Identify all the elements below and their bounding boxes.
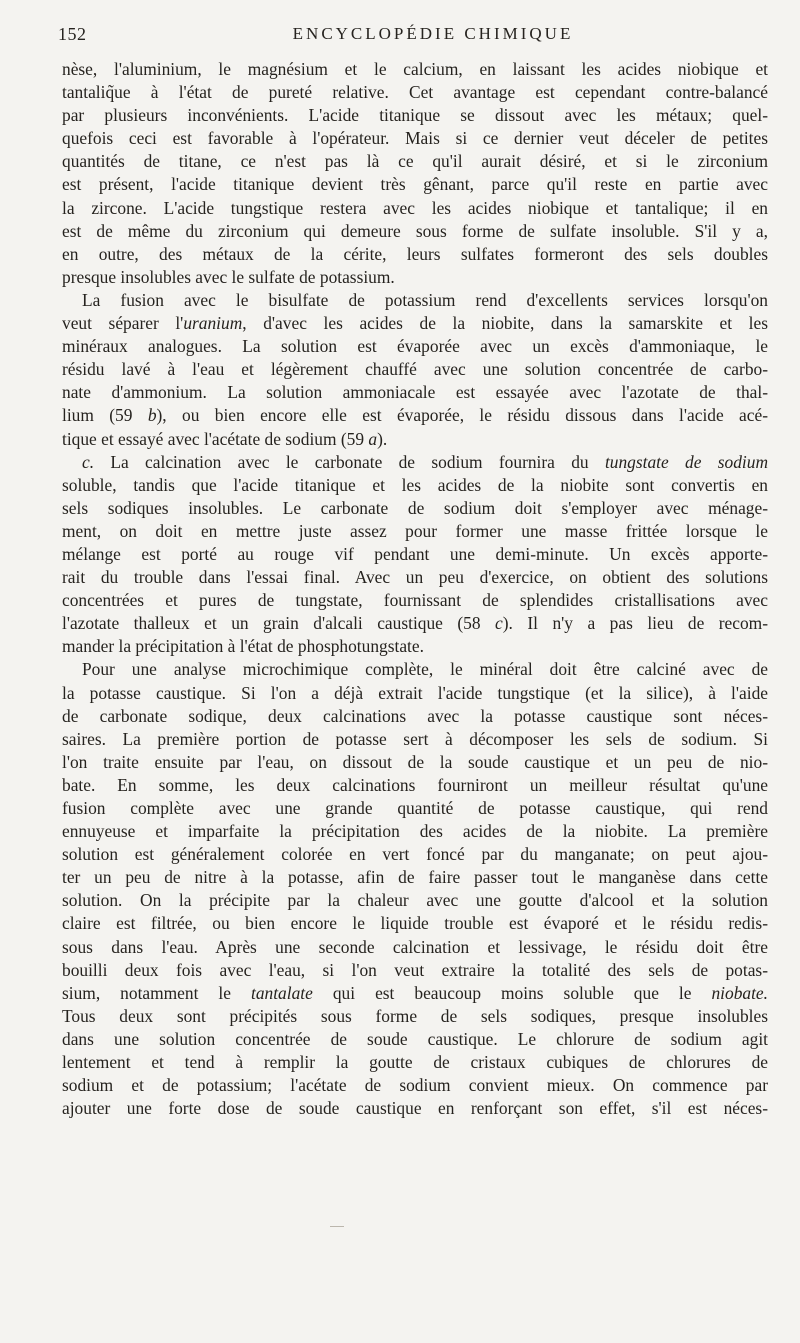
text-line: solution est généralement colorée en vert foncé par du manganate; on peut ajou- (62, 844, 768, 865)
text-line: est présent, l'acide titanique devient très gênant, parce qu'il reste en partie avec (62, 174, 768, 195)
text-line: nèse, l'aluminium, le magnésium et le calcium, en laissant les acides niobique et (62, 59, 768, 79)
running-title: ENCYCLOPÉDIE CHIMIQUE (292, 24, 574, 43)
text-line: c. La calcination avec le carbonate de sodium fournira du tungstate de sodium (82, 451, 768, 472)
text-line: en outre, des métaux de la cérite, leurs sulfates formeront des sels doubles (62, 243, 768, 264)
text-line: tique et essayé avec l'acétate de sodium (59 a). (62, 428, 388, 449)
text-line: mander la précipitation à l'état de phosphotungstate. (62, 636, 424, 657)
text-line: concentrées et pures de tungstate, fournissant de splendides cristallisations avec (62, 590, 768, 611)
text-line: l'on traite ensuite par l'eau, on dissout de la soude caustique et un peu de nio- (62, 751, 768, 772)
text-line: sodium et de potassium; l'acétate de sodium convient mieux. On commence par (62, 1075, 768, 1096)
text-line: ajouter une forte dose de soude caustique en renforçant son effet, s'il est néces- (62, 1098, 768, 1119)
page-number: 152 (58, 24, 87, 44)
text-line: est de même du zirconium qui demeure sous forme de sulfate insoluble. S'il y a, (62, 220, 768, 241)
text-line: quantités de titane, ce n'est pas là ce qu'il aurait désiré, et si le zirconium (62, 151, 768, 172)
body-text (62, 58, 768, 1120)
text-line: de carbonate sodique, deux calcinations avec la potasse caustique sont néces- (62, 705, 768, 726)
running-head (58, 24, 768, 48)
text-line: sous dans l'eau. Après une seconde calcination et lessivage, le résidu doit être (62, 936, 768, 957)
text-line: dans une solution concentrée de soude caustique. Le chlorure de sodium agit (62, 1028, 768, 1049)
text-line: Tous deux sont précipités sous forme de sels sodiques, presque insolubles (62, 1005, 768, 1026)
text-line: minéraux analogues. La solution est évaporée avec un excès d'ammoniaque, le (62, 336, 768, 357)
text-line: l'azotate thalleux et un grain d'alcali caustique (58 c). Il n'y a pas lieu de recom- (62, 613, 769, 634)
text-line: quefois ceci est favorable à l'opérateur. Mais si ce dernier veut déceler de petites (62, 128, 768, 149)
text-line: sels sodiques insolubles. Le carbonate de sodium doit s'employer avec ménage- (62, 497, 768, 518)
text-line: saires. La première portion de potasse sert à décomposer les sels de sodium. Si (62, 728, 768, 749)
text-line: par plusieurs inconvénients. L'acide titanique se dissout avec les métaux; quel- (62, 105, 768, 126)
text-line: sium, notamment le tantalate qui est beaucoup moins soluble que le niobate. (62, 982, 768, 1003)
text-line: Pour une analyse microchimique complète, le minéral doit être calciné avec de (82, 659, 768, 680)
text-line: nate d'ammonium. La solution ammoniacale est essayée avec l'azotate de thal- (62, 382, 768, 403)
text-line: ter un peu de nitre à la potasse, afin de faire passer tout le manganèse dans cette (62, 867, 768, 888)
text-line: mélange est porté au rouge vif pendant une demi-minute. Un excès apporte- (62, 543, 768, 564)
text-line: claire est filtrée, ou bien encore le liquide trouble est évaporé et le résidu redis- (62, 913, 768, 934)
text-line: ment, on doit en mettre juste assez pour former une masse frittée lorsque le (62, 520, 768, 541)
text-line: fusion complète avec une grande quantité de potasse caustique, qui rend (62, 798, 768, 818)
text-line: rait du trouble dans l'essai final. Avec un peu d'exercice, on obtient des solutions (62, 567, 768, 588)
text-line: solution. On la précipite par la chaleur avec une goutte d'alcool et la solution (62, 890, 768, 911)
text-line: veut séparer l'uranium, d'avec les acides de la niobite, dans la samarskite et les (62, 313, 768, 334)
text-line: La fusion avec le bisulfate de potassium rend d'excellents services lorsqu'on (82, 289, 768, 310)
footer-mark (330, 1226, 344, 1227)
text-line: presque insolubles avec le sulfate de potassium. (62, 266, 395, 287)
text-line: tantaliq̃ue à l'état de pureté relative. Cet avantage est cependant contre-balancé (62, 82, 768, 103)
text-line: bouilli deux fois avec l'eau, si l'on veut extraire la totalité des sels de potas- (62, 959, 768, 980)
text-line: bate. En somme, les deux calcinations fourniront un meilleur résultat qu'une (62, 774, 768, 795)
text-line: lentement et tend à remplir la goutte de cristaux cubiques de chlorures de (62, 1052, 768, 1073)
text-line: lium (59 b), ou bien encore elle est évaporée, le résidu dissous dans l'acide acé- (62, 405, 769, 426)
text-line: soluble, tandis que l'acide titanique et les acides de la niobite sont convertis en (62, 474, 768, 495)
text-line: la potasse caustique. Si l'on a déjà extrait l'acide tungstique (et la silice), à l'aide (62, 682, 768, 703)
text-line: résidu lavé à l'eau et légèrement chauffé avec une solution concentrée de carbo- (62, 359, 768, 380)
text-line: la zircone. L'acide tungstique restera avec les acides niobique et tantalique; il en (62, 197, 768, 218)
text-line: ennuyeuse et imparfaite la précipitation des acides de la niobite. La première (62, 821, 768, 842)
